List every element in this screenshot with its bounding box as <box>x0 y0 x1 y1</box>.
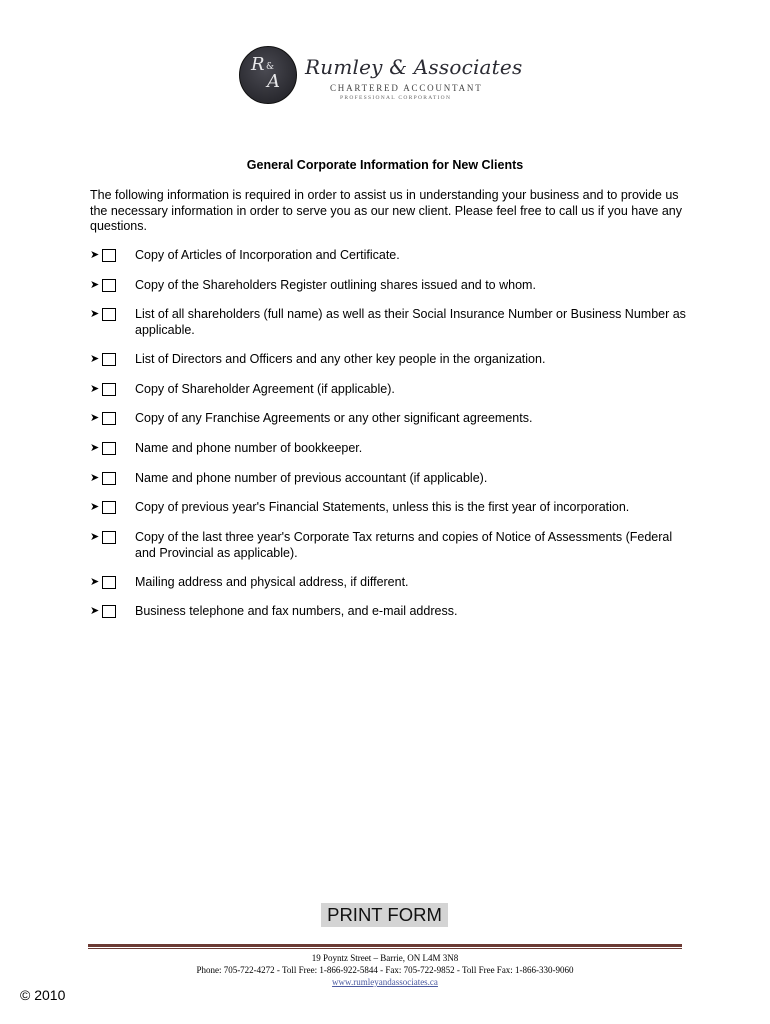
checklist-item <box>90 441 690 457</box>
checklist-item-label: Copy of Articles of Incorporation and Certificate. <box>135 248 400 262</box>
checklist-item <box>90 500 690 516</box>
checklist-item <box>90 411 690 427</box>
footer-address: 19 Poyntz Street – Barrie, ON L4M 3N8 <box>311 953 459 963</box>
checkbox[interactable] <box>102 605 116 618</box>
checklist-item-label: Name and phone number of bookkeeper. <box>135 441 363 455</box>
checklist-item <box>90 604 690 620</box>
print-form-button[interactable]: PRINT FORM <box>321 903 448 927</box>
footer-divider <box>88 944 682 947</box>
checkbox[interactable] <box>102 249 116 262</box>
checkbox[interactable] <box>102 308 116 321</box>
checkbox[interactable] <box>102 279 116 292</box>
checklist-item <box>90 471 690 487</box>
arrow-bullet-icon: ➤ <box>90 308 100 320</box>
checklist-item <box>90 382 690 398</box>
checkbox[interactable] <box>102 442 116 455</box>
checklist-item-label: Mailing address and physical address, if different. <box>135 575 409 589</box>
arrow-bullet-icon: ➤ <box>90 472 100 484</box>
arrow-bullet-icon: ➤ <box>90 353 100 365</box>
checklist-item <box>90 248 690 264</box>
arrow-bullet-icon: ➤ <box>90 576 100 588</box>
checklist-item-label: Copy of the last three year's Corporate Tax returns and copies of Notice of Assessments (Federal and Provincial as applicable). <box>135 530 673 560</box>
checklist-item <box>90 530 690 561</box>
checklist-item <box>90 575 690 591</box>
checkbox[interactable] <box>102 501 116 514</box>
intro-paragraph: The following information is required in order to assist us in understanding your business and to provide us the necessary information in order to serve you as our new client. Please feel free to call us if you have any questions. <box>90 188 682 233</box>
monogram-seal <box>239 46 297 104</box>
checklist-item-label: Copy of previous year's Financial Statements, unless this is the first year of incorporation. <box>135 500 630 514</box>
arrow-bullet-icon: ➤ <box>90 383 100 395</box>
company-name: Rumley & Associates <box>305 55 523 79</box>
arrow-bullet-icon: ➤ <box>90 442 100 454</box>
footer-website-line <box>0 977 770 987</box>
checklist-item-label: Copy of any Franchise Agreements or any other significant agreements. <box>135 411 533 425</box>
form-title: General Corporate Information for New Clients <box>246 158 524 172</box>
checkbox[interactable] <box>102 472 116 485</box>
monogram-ampersand: & <box>266 62 275 72</box>
checkbox[interactable] <box>102 353 116 366</box>
checklist-item <box>90 352 690 368</box>
checklist-item-label: List of all shareholders (full name) as well as their Social Insurance Number or Business Number as applicable. <box>135 307 686 337</box>
checkbox[interactable] <box>102 412 116 425</box>
footer-phones: Phone: 705-722-4272 - Toll Free: 1-866-922-5844 - Fax: 705-722-9852 - Toll Free Fax: 1-866-330-9060 <box>196 965 574 975</box>
arrow-bullet-icon: ➤ <box>90 412 100 424</box>
checklist-item-label: Copy of the Shareholders Register outlining shares issued and to whom. <box>135 278 536 292</box>
monogram-a: A <box>267 71 280 92</box>
arrow-bullet-icon: ➤ <box>90 249 100 261</box>
checklist-item <box>90 307 690 338</box>
company-logo <box>239 46 523 106</box>
arrow-bullet-icon: ➤ <box>90 279 100 291</box>
checklist-item <box>90 278 690 294</box>
checkbox[interactable] <box>102 576 116 589</box>
company-subtitle: CHARTERED ACCOUNTANT <box>330 83 483 93</box>
website-link[interactable]: www.rumleyandassociates.ca <box>332 977 438 987</box>
checkbox[interactable] <box>102 383 116 396</box>
arrow-bullet-icon: ➤ <box>90 605 100 617</box>
checklist-item-label: Business telephone and fax numbers, and e-mail address. <box>135 604 458 618</box>
arrow-bullet-icon: ➤ <box>90 501 100 513</box>
checklist-item-label: Name and phone number of previous accountant (if applicable). <box>135 471 488 485</box>
footer-divider-thin <box>88 948 682 949</box>
arrow-bullet-icon: ➤ <box>90 531 100 543</box>
monogram-r: R <box>251 54 265 75</box>
company-subtitle-2: PROFESSIONAL CORPORATION <box>340 95 452 101</box>
copyright-notice: © 2010 <box>20 987 66 1003</box>
checklist-item-label: List of Directors and Officers and any other key people in the organization. <box>135 352 546 366</box>
checklist-item-label: Copy of Shareholder Agreement (if applicable). <box>135 382 395 396</box>
checkbox[interactable] <box>102 531 116 544</box>
